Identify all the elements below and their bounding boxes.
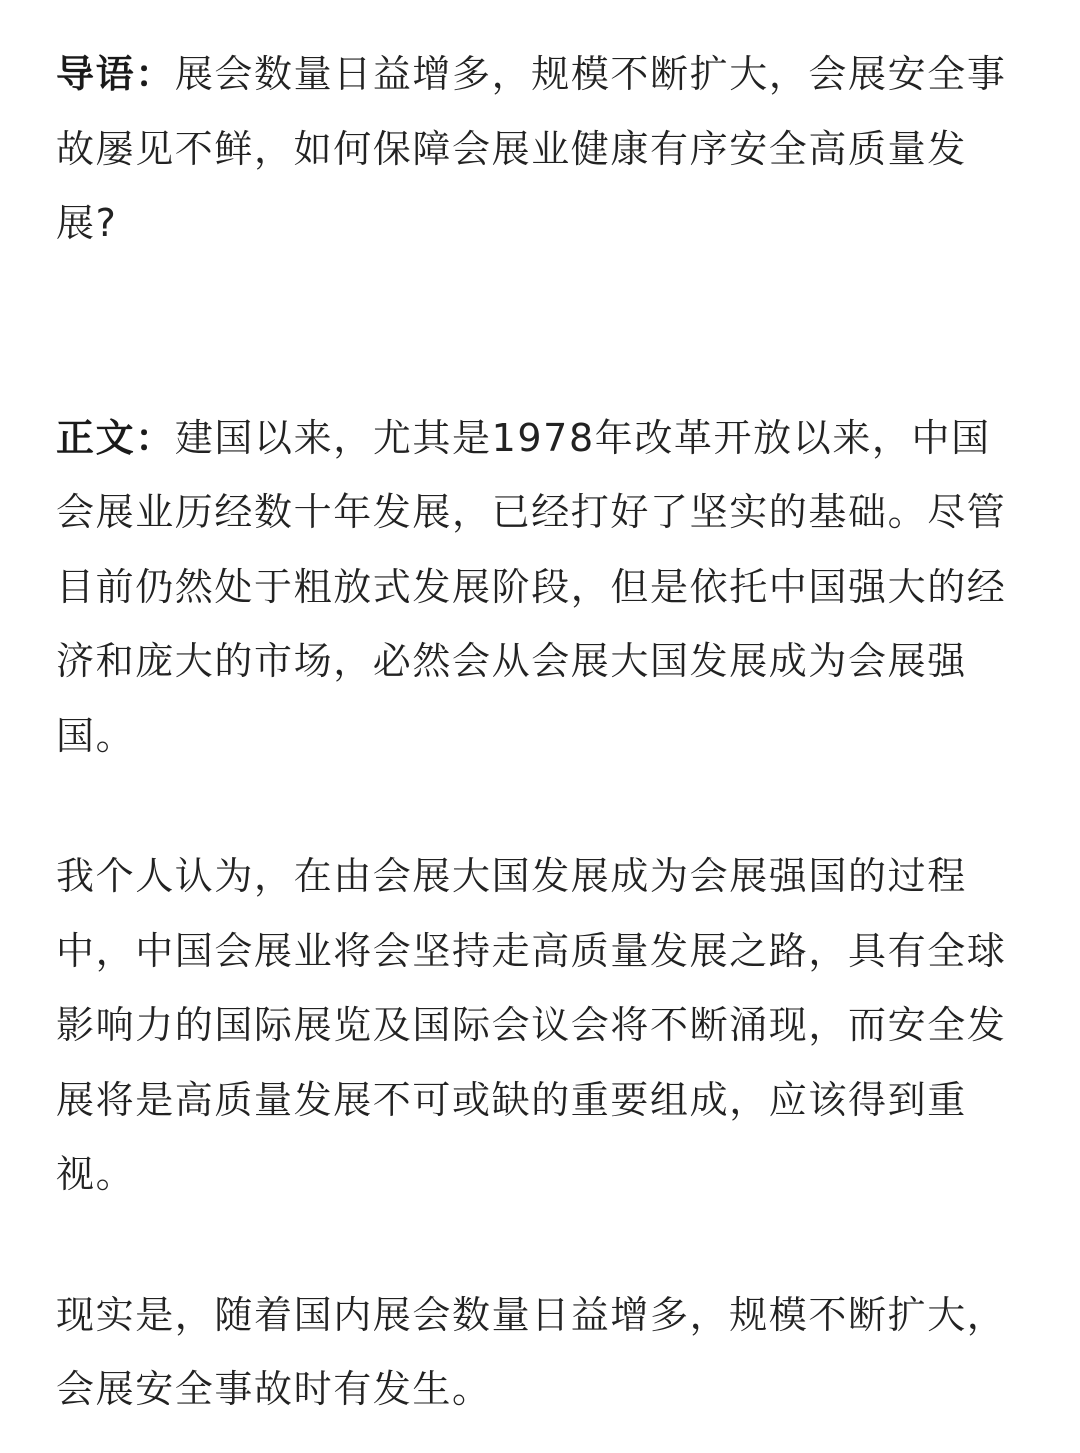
paragraph-spacer [56,261,1026,401]
intro-paragraph [56,37,1026,261]
intro-label: 导语： [56,52,175,96]
intro-text: 展会数量日益增多，规模不断扩大，会展安全事故屡见不鲜，如何保障会展业健康有序安全高质量发展? [56,52,1007,245]
paragraph-spacer [56,773,1026,839]
paragraph-spacer [56,1212,1026,1278]
body-paragraph [56,401,1026,774]
article-content [56,37,1026,1427]
reality-paragraph: 现实是，随着国内展会数量日益增多，规模不断扩大，会展安全事故时有发生。 [56,1292,1007,1411]
opinion-paragraph: 我个人认为，在由会展大国发展成为会展强国的过程中，中国会展业将会坚持走高质量发展之路，具有全球影响力的国际展览及国际会议会将不断涌现，而安全发展将是高质量发展不可或缺的重要组成，应该得到重视。 [56,854,1007,1196]
body-label: 正文： [56,415,175,460]
body-text: 建国以来，尤其是1978年改革开放以来，中国会展业历经数十年发展，已经打好了坚实的基础。尽管目前仍然处于粗放式发展阶段，但是依托中国强大的经济和庞大的市场，必然会从会展大国发展成为会展强国。 [56,415,1007,758]
